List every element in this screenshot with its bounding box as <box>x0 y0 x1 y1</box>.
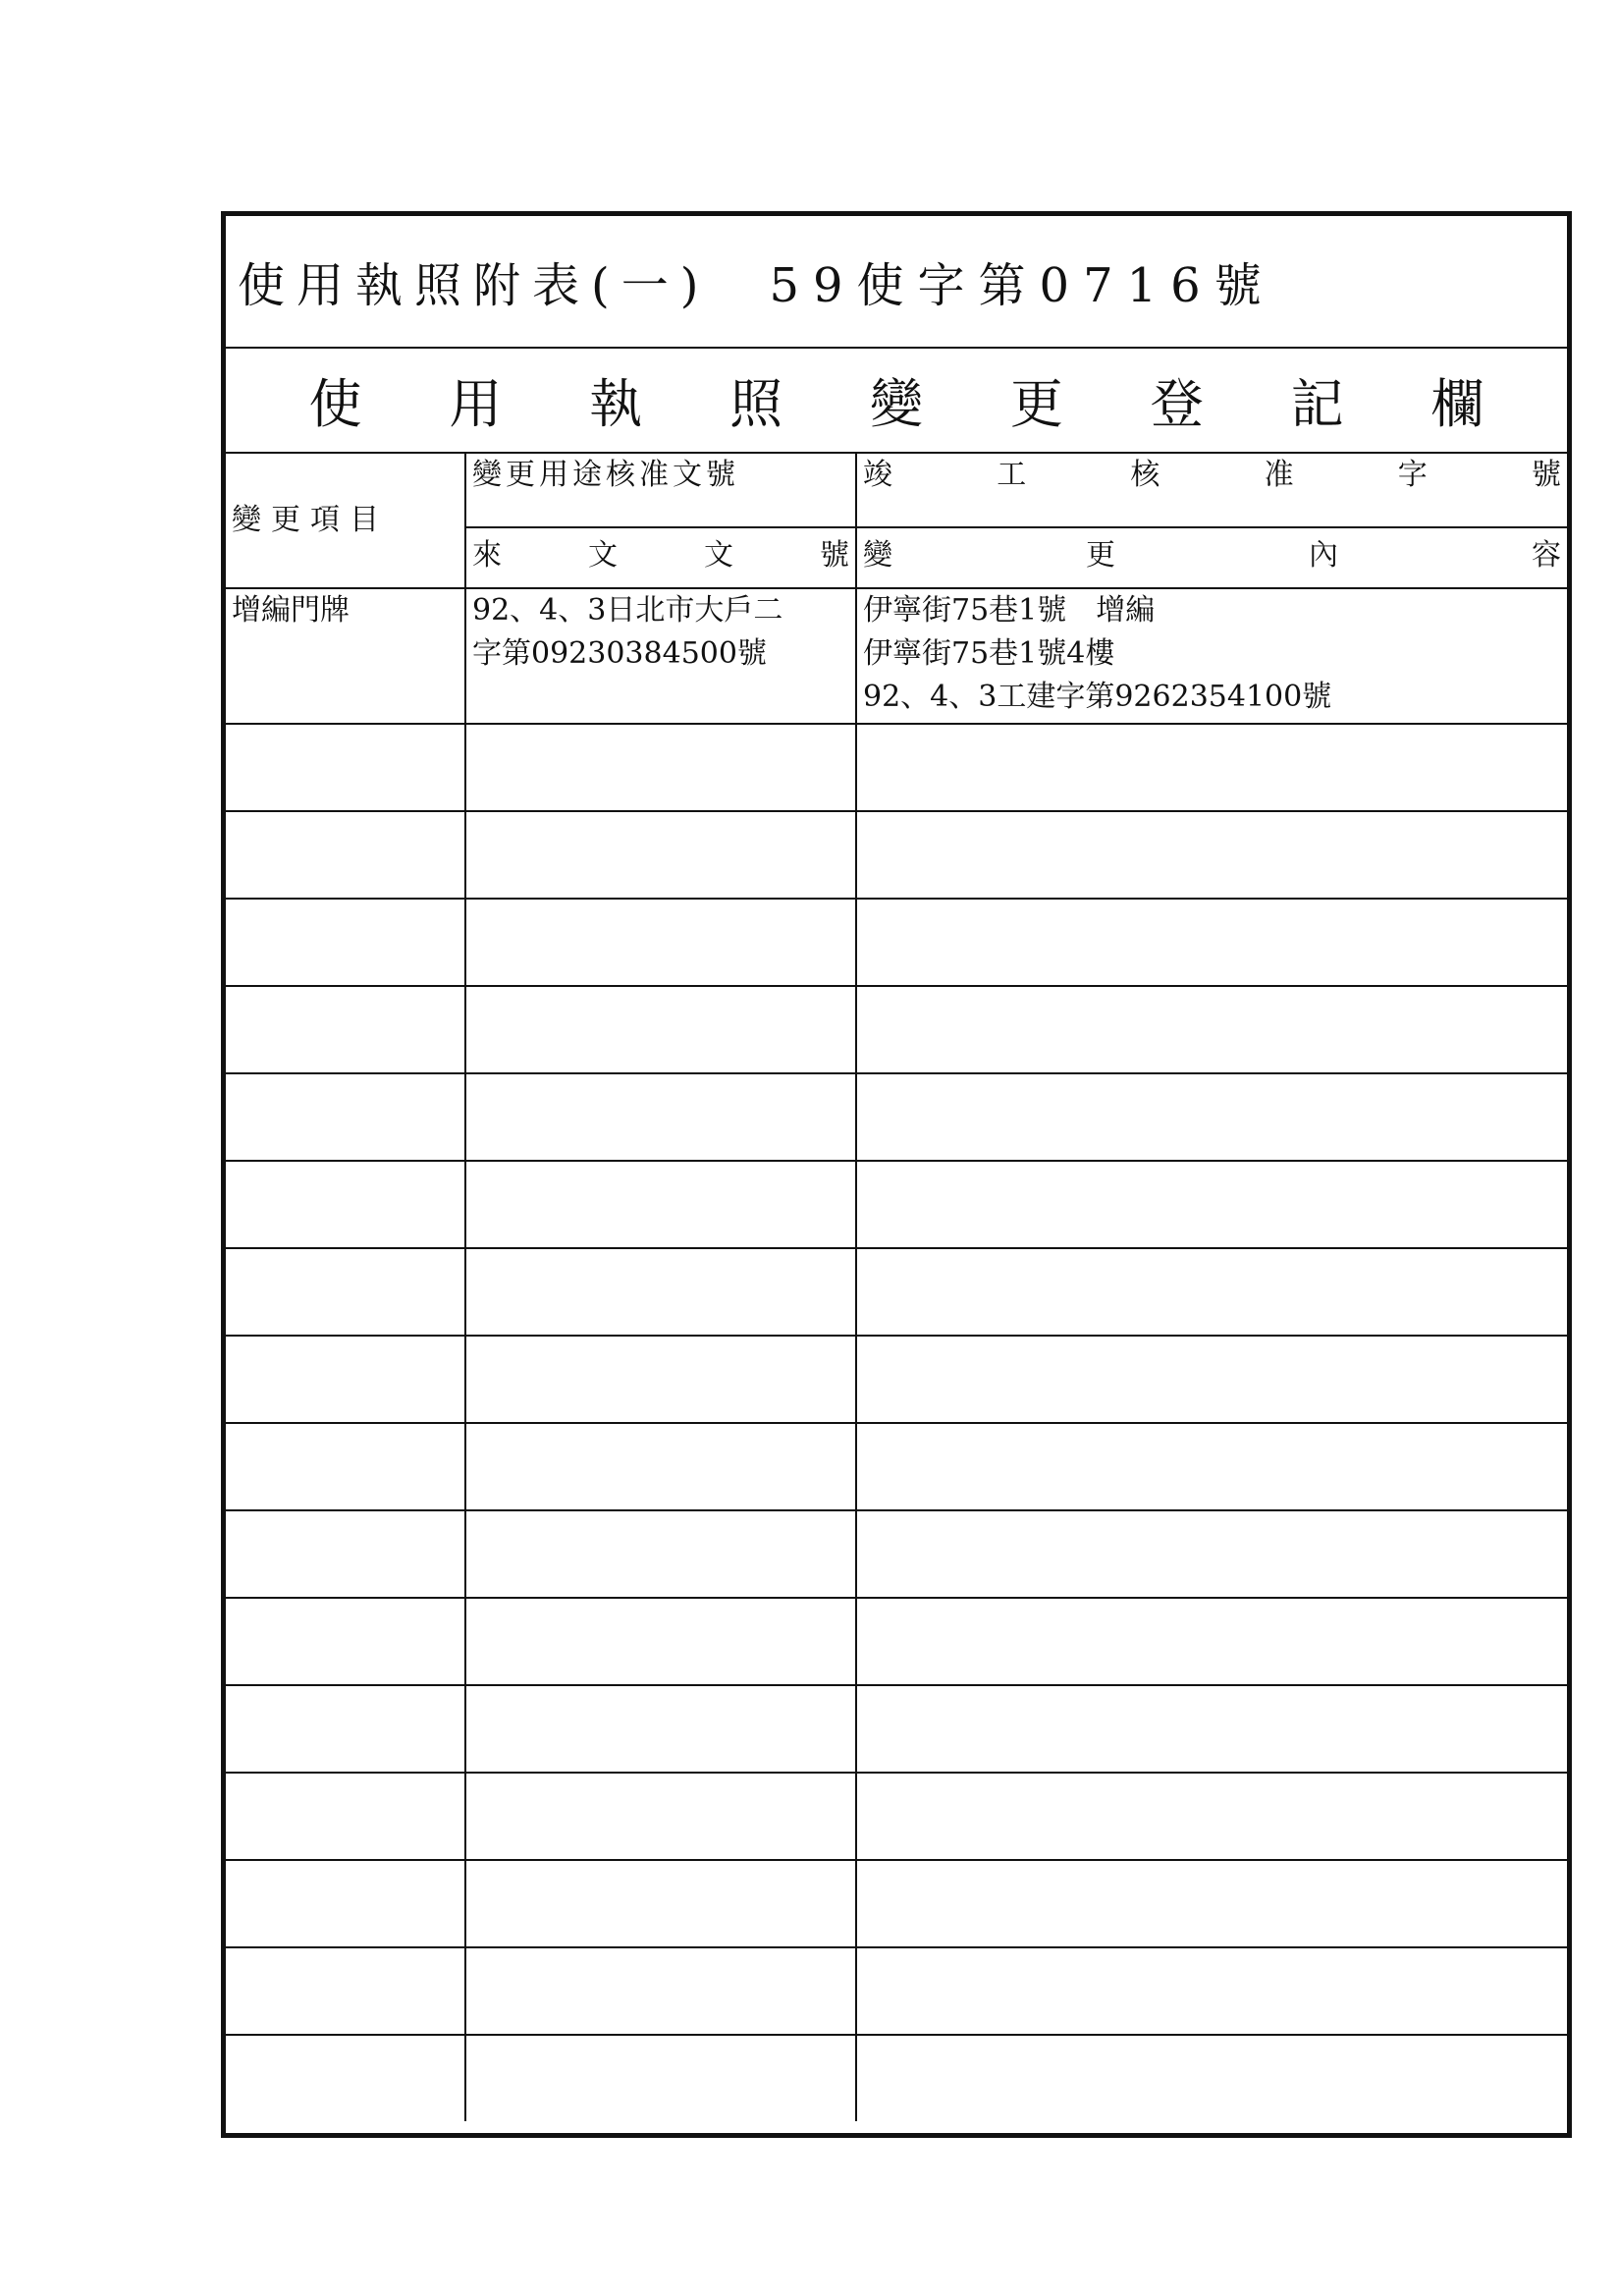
entry-approval-no <box>465 588 856 724</box>
table-row <box>226 1336 1567 1423</box>
header-char: 變 <box>863 538 892 573</box>
table-row <box>226 1598 1567 1685</box>
entry-line: 92、4、3工建字第9262354100號 <box>863 680 1332 714</box>
blank-content-cell <box>856 1598 1567 1685</box>
entry-line: 伊寧街75巷1號4樓 <box>863 636 1115 671</box>
entry-line: 伊寧街75巷1號 增編 <box>863 593 1156 628</box>
header-approval-no: 變更用途核准文號 <box>465 454 856 527</box>
blank-content-cell <box>856 724 1567 811</box>
blank-content-cell <box>856 1073 1567 1161</box>
blank-item-cell <box>226 986 465 1073</box>
table-row <box>226 2035 1567 2121</box>
blank-approval-cell <box>465 1860 856 1947</box>
section-title-char: 照 <box>729 373 783 435</box>
blank-item-cell <box>226 1336 465 1423</box>
blank-approval-cell <box>465 1947 856 2035</box>
blank-approval-cell <box>465 2035 856 2121</box>
blank-item-cell <box>226 899 465 986</box>
blank-content-cell <box>856 1161 1567 1248</box>
blank-item-cell <box>226 1947 465 2035</box>
blank-approval-cell <box>465 1423 856 1510</box>
header-char: 內 <box>1309 538 1338 573</box>
blank-approval-cell <box>465 1685 856 1773</box>
blank-approval-cell <box>465 1510 856 1598</box>
blank-approval-cell <box>465 986 856 1073</box>
blank-item-cell <box>226 1598 465 1685</box>
blank-approval-cell <box>465 1773 856 1860</box>
header-change-content <box>856 527 1567 588</box>
header-completion-no <box>856 454 1567 527</box>
table-row <box>226 1161 1567 1248</box>
header-char: 文 <box>704 538 733 573</box>
blank-approval-cell <box>465 724 856 811</box>
table-row <box>226 1685 1567 1773</box>
header-char: 更 <box>1086 538 1115 573</box>
table-row <box>226 724 1567 811</box>
table-row <box>226 1248 1567 1336</box>
blank-approval-cell <box>465 1161 856 1248</box>
header-char: 核 <box>1130 458 1160 492</box>
header-char: 字 <box>1397 458 1428 492</box>
blank-content-cell <box>856 811 1567 899</box>
section-title-char: 用 <box>449 373 503 435</box>
blank-item-cell <box>226 1860 465 1947</box>
blank-content-cell <box>856 986 1567 1073</box>
table-row <box>226 899 1567 986</box>
blank-item-cell <box>226 1510 465 1598</box>
table-row <box>226 1423 1567 1510</box>
blank-item-cell <box>226 1773 465 1860</box>
blank-approval-cell <box>465 899 856 986</box>
section-title <box>226 349 1567 454</box>
blank-content-cell <box>856 1336 1567 1423</box>
blank-content-cell <box>856 1510 1567 1598</box>
header-char: 來 <box>472 538 502 573</box>
section-title-char: 更 <box>1009 373 1063 435</box>
header-char: 工 <box>997 458 1027 492</box>
section-title-char: 變 <box>869 373 923 435</box>
table-row <box>226 588 1567 724</box>
blank-item-cell <box>226 2035 465 2121</box>
section-title-char: 登 <box>1150 373 1204 435</box>
table-row <box>226 1947 1567 2035</box>
change-register-table <box>226 454 1567 2121</box>
blank-item-cell <box>226 1685 465 1773</box>
table-row <box>226 1510 1567 1598</box>
entry-item: 增編門牌 <box>226 588 465 724</box>
section-title-char: 記 <box>1290 373 1344 435</box>
blank-approval-cell <box>465 811 856 899</box>
blank-item-cell <box>226 1248 465 1336</box>
blank-approval-cell <box>465 1598 856 1685</box>
entry-content <box>856 588 1567 724</box>
blank-approval-cell <box>465 1248 856 1336</box>
blank-item-cell <box>226 1161 465 1248</box>
header-char: 號 <box>820 538 849 573</box>
blank-content-cell <box>856 2035 1567 2121</box>
header-char: 文 <box>588 538 618 573</box>
title-main: 使用執照附表(一) <box>238 258 711 313</box>
document-title <box>226 216 1567 349</box>
blank-item-cell <box>226 1073 465 1161</box>
table-row <box>226 811 1567 899</box>
section-title-char: 欄 <box>1430 373 1484 435</box>
table-row <box>226 1773 1567 1860</box>
header-char: 容 <box>1532 538 1561 573</box>
blank-content-cell <box>856 1860 1567 1947</box>
section-title-char: 執 <box>589 373 643 435</box>
entry-line: 字第09230384500號 <box>472 636 767 671</box>
blank-item-cell <box>226 1423 465 1510</box>
blank-content-cell <box>856 1248 1567 1336</box>
table-row <box>226 986 1567 1073</box>
blank-content-cell <box>856 1423 1567 1510</box>
blank-content-cell <box>856 1947 1567 2035</box>
table-row <box>226 1073 1567 1161</box>
blank-approval-cell <box>465 1336 856 1423</box>
header-char: 號 <box>1531 458 1561 492</box>
registration-sheet <box>221 211 1572 2138</box>
blank-approval-cell <box>465 1073 856 1161</box>
header-incoming-no <box>465 527 856 588</box>
entry-line: 92、4、3日北市大戶二 <box>472 593 783 628</box>
blank-content-cell <box>856 1773 1567 1860</box>
table-row <box>226 1860 1567 1947</box>
header-change-item: 變更項目 <box>226 454 465 588</box>
blank-content-cell <box>856 899 1567 986</box>
license-number: 59使字第0716號 <box>769 258 1275 313</box>
blank-item-cell <box>226 724 465 811</box>
blank-item-cell <box>226 811 465 899</box>
section-title-char: 使 <box>308 373 362 435</box>
header-char: 准 <box>1264 458 1294 492</box>
blank-content-cell <box>856 1685 1567 1773</box>
header-char: 竣 <box>863 458 892 492</box>
